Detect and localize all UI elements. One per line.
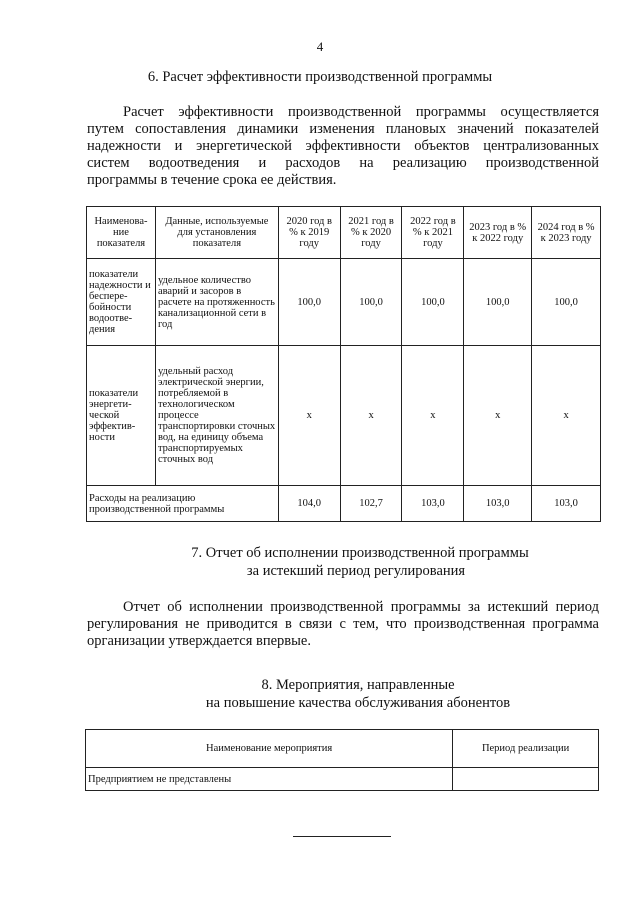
row-value: 100,0 bbox=[532, 259, 601, 346]
table-row bbox=[87, 486, 601, 522]
header-indicator-name: Наименова-ние показателя bbox=[87, 207, 156, 259]
row-value: x bbox=[340, 346, 402, 486]
paragraph-line: систем водоотведения и расходов на реализацию производственной bbox=[87, 155, 599, 171]
header-year-2024: 2024 год в % к 2023 году bbox=[532, 207, 601, 259]
footer-rule bbox=[293, 836, 391, 837]
section8-title-line1: 8. Мероприятия, направленные bbox=[261, 677, 455, 693]
table-header-row bbox=[86, 730, 599, 768]
row-value: x bbox=[402, 346, 464, 486]
paragraph-line: программы в течение срока ее действия. bbox=[87, 172, 337, 188]
measure-name-cell: Предприятием не представлены bbox=[86, 768, 453, 791]
header-year-2023: 2023 год в % к 2022 году bbox=[464, 207, 532, 259]
row-indicator-name: показатели надежности и беспере-бойности водоотве-дения bbox=[87, 259, 156, 346]
table-row bbox=[87, 346, 601, 486]
paragraph-line: регулирования не приводится в связи с тем, что производственная программа bbox=[87, 616, 599, 632]
row-indicator-name: Расходы на реализацию производственной программы bbox=[87, 486, 279, 522]
section8-title-line2: на повышение качества обслуживания абонентов bbox=[205, 695, 511, 711]
header-data-used: Данные, используемые для установления показателя bbox=[155, 207, 278, 259]
table-row bbox=[86, 768, 599, 791]
header-measure-name: Наименование мероприятия bbox=[86, 730, 453, 768]
row-data-used: удельное количество аварий и засоров в расчете на протяженность канализационной сети в год bbox=[155, 259, 278, 346]
section6-title: 6. Расчет эффективности производственной программы bbox=[147, 69, 493, 85]
measures-table bbox=[85, 729, 599, 791]
row-value: 100,0 bbox=[464, 259, 532, 346]
row-value: 104,0 bbox=[278, 486, 340, 522]
section6-paragraph bbox=[87, 104, 599, 189]
header-year-2021: 2021 год в % к 2020 году bbox=[340, 207, 402, 259]
section7-title-line1: 7. Отчет об исполнении производственной программы bbox=[191, 545, 529, 561]
row-value: 100,0 bbox=[402, 259, 464, 346]
row-data-used: удельный расход электрической энергии, потребляемой в технологическом процессе транспортировки сточных вод, на единицу объема транспортируемых сточных вод bbox=[155, 346, 278, 486]
section7-paragraph bbox=[87, 599, 599, 650]
section7-title-line2: за истекший период регулирования bbox=[246, 563, 466, 579]
row-indicator-name: показатели энергети-ческой эффектив-ности bbox=[87, 346, 156, 486]
row-value: 102,7 bbox=[340, 486, 402, 522]
paragraph-line: организации утверждается впервые. bbox=[87, 633, 311, 649]
row-value: 103,0 bbox=[402, 486, 464, 522]
paragraph-line: надежности и энергетической эффективности объектов централизованных bbox=[87, 138, 599, 154]
row-value: 103,0 bbox=[532, 486, 601, 522]
page-number: 4 bbox=[316, 39, 324, 54]
paragraph-line: путем сопоставления динамики изменения плановых значений показателей bbox=[87, 121, 599, 137]
period-cell bbox=[453, 768, 599, 791]
row-value: 100,0 bbox=[340, 259, 402, 346]
row-value: x bbox=[532, 346, 601, 486]
header-year-2022: 2022 год в % к 2021 году bbox=[402, 207, 464, 259]
header-period: Период реализации bbox=[453, 730, 599, 768]
row-value: x bbox=[464, 346, 532, 486]
table-header-row bbox=[87, 207, 601, 259]
header-year-2020: 2020 год в % к 2019 году bbox=[278, 207, 340, 259]
row-value: 100,0 bbox=[278, 259, 340, 346]
paragraph-line: Отчет об исполнении производственной программы за истекший период bbox=[123, 599, 599, 615]
efficiency-table bbox=[86, 206, 601, 522]
row-value: x bbox=[278, 346, 340, 486]
paragraph-line: Расчет эффективности производственной программы осуществляется bbox=[123, 104, 599, 120]
table-row bbox=[87, 259, 601, 346]
row-value: 103,0 bbox=[464, 486, 532, 522]
